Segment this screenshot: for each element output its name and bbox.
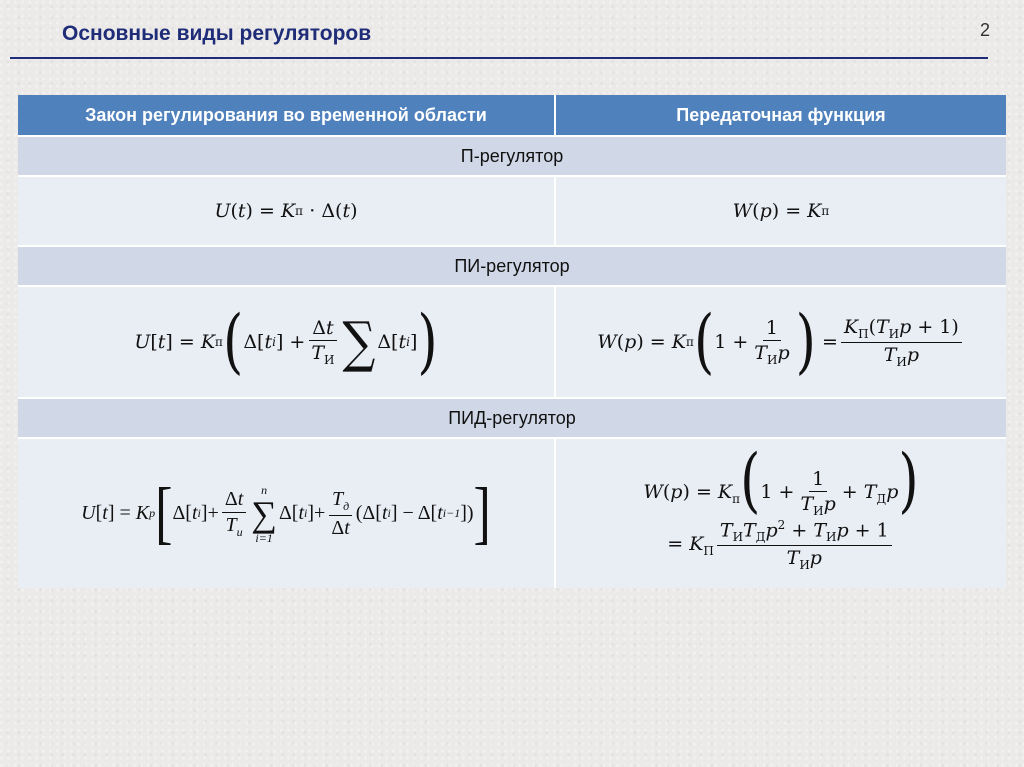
- time-law-pi: U [ t ] = K п ( Δ[ t i ] + Δt $T_И$ ∑ Δ[ t i ] ): [18, 286, 555, 398]
- time-law-pid: U [ t ] = K p [ Δ[ t i ]+ $\frac{\Delta t}{T_u}$ n ∑ i=1 Δ[ t i ]+ $T_д$ Δt (Δ[ t i ] − Δ[ t i−1 ]) ]: [18, 438, 555, 588]
- formula-row-p: [18, 176, 1006, 246]
- section-label-p: П-регулятор: [18, 136, 1006, 176]
- transfer-pi: W ( p ) = K п ( 1 + 1 $T_Иp$ ) = $K_П(T_Иp + 1)$ $T_Иp$: [555, 286, 1006, 398]
- transfer-pid: $W(p) = K_п(1$ + 1 $T_Иp$ + $T_Дp$) = $K_П$ $T_ИT_Дp^2 + T_Иp + 1$ $T_Иp$: [555, 438, 1006, 588]
- section-label-pid: ПИД-регулятор: [18, 398, 1006, 438]
- table-header-row: [18, 95, 1006, 136]
- section-row-p: [18, 136, 1006, 176]
- column-header-time-law: Закон регулирования во временной области: [18, 95, 555, 136]
- title-divider: [10, 57, 988, 59]
- formula-row-pi: [18, 286, 1006, 398]
- formula-row-pid: [18, 438, 1006, 588]
- slide-title: Основные виды регуляторов: [62, 22, 372, 45]
- regulators-table: [18, 95, 1006, 588]
- section-row-pid: [18, 398, 1006, 438]
- page-number: 2: [979, 20, 990, 40]
- column-header-transfer: Передаточная функция: [555, 95, 1006, 136]
- time-law-p: U ( t ) = K п · Δ( t ): [18, 176, 555, 246]
- transfer-p: W ( p ) = K п: [555, 176, 1006, 246]
- section-label-pi: ПИ-регулятор: [18, 246, 1006, 286]
- section-row-pi: [18, 246, 1006, 286]
